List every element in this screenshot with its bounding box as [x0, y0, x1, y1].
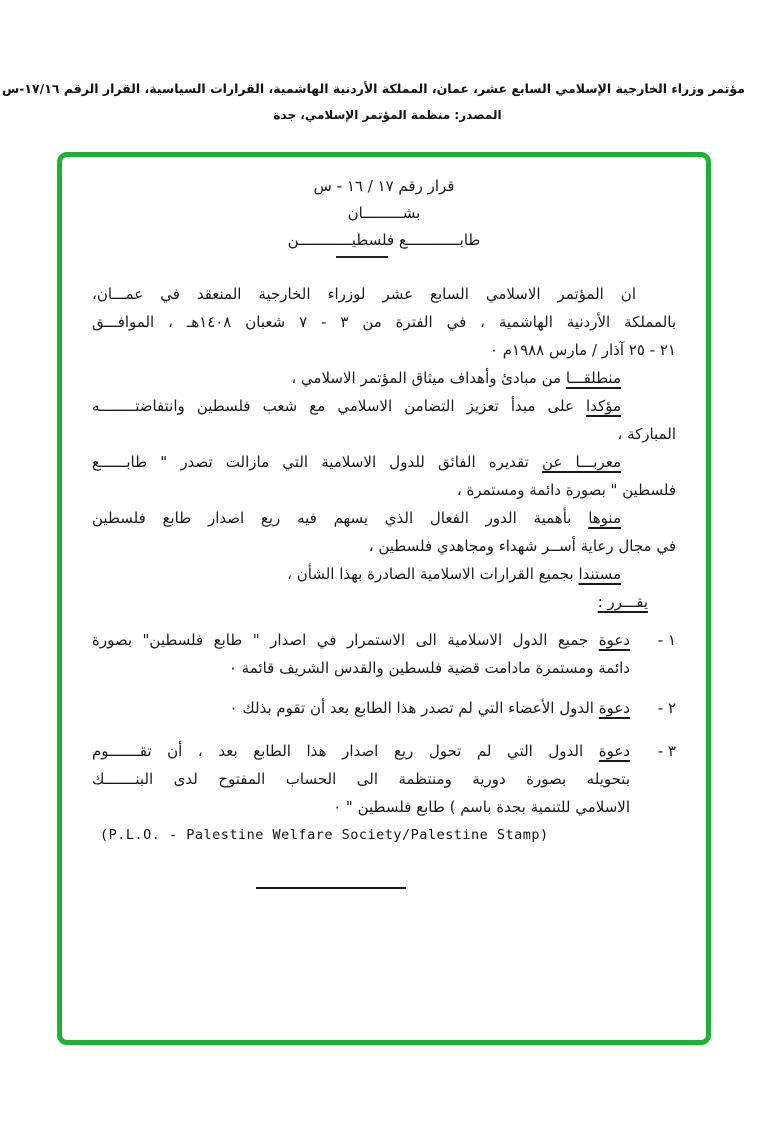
preamble-paragraph-4	[92, 448, 676, 504]
item-text	[92, 694, 630, 722]
item-text	[92, 737, 630, 821]
paragraph-text: بجميع القرارات الاسلامية الصادرة بهذا الشأن ،	[287, 565, 579, 583]
title-regarding-line: بشـــــــــان	[347, 204, 421, 222]
header-line-1-text: مؤتمر وزراء الخارجية الإسلامي السابع عشر، عمان، المملكة الأردنية الهاشمية، القرارات السياسية، القرار الرقم	[59, 81, 745, 96]
title-underline-mark	[336, 256, 388, 258]
item-line: بتحويله بصورة دورية ومنتظمة الى الحساب المفتوح لدى البنـــــــك	[92, 770, 630, 788]
lead-word: معربـــا عن	[541, 453, 621, 471]
closing-rule	[256, 887, 406, 889]
item-line	[92, 793, 630, 821]
decides-word: يقـــرر :	[597, 593, 648, 611]
item-text	[92, 626, 630, 682]
lead-word: دعوة	[598, 742, 630, 760]
paragraph-line: المباركة ،	[617, 425, 676, 443]
resolution-title	[92, 173, 676, 258]
paragraph-line: بالمملكة الأردنية الهاشمية ، في الفترة من ٣ - ٧ شعبان ١٤٠٨هـ ، الموافـــق	[92, 313, 677, 331]
item-body: طابع فلسطين " ٠	[333, 798, 450, 816]
title-line-1-text: قرار رقم	[393, 177, 455, 195]
header-line-1-suffix: -س	[1, 81, 25, 96]
item-line	[92, 737, 630, 765]
lead-word: دعوة	[598, 631, 630, 649]
title-resolution-number-line	[92, 173, 676, 200]
source-line: المصدر: منظمة المؤتمر الإسلامي، جدة	[273, 108, 502, 122]
item-body: جميع الدول الاسلامية الى الاستمرار في اصدار " طابع فلسطين" بصورة	[92, 631, 599, 649]
item-line: دائمة ومستمرة مادامت قضية فلسطين والقدس الشريف قائمة ٠	[228, 659, 630, 677]
preamble-paragraph-5	[92, 504, 676, 560]
lead-word: مستندا	[578, 565, 621, 583]
paragraph-text: بأهمية الدور الفعال الذي يسهم فيه ريع اصدار طابع فلسطين	[92, 509, 589, 527]
preamble-paragraph-1	[92, 280, 676, 364]
paragraph-line	[92, 392, 676, 420]
item-number: ٣ -	[657, 742, 676, 760]
paragraph-line: ان المؤتمر الاسلامي السابع عشر لوزراء الخارجية المنعقد في عمـــان،	[92, 285, 636, 303]
paragraph-line: في مجال رعاية أســر شهداء ومجاهدي فلسطين ،	[368, 537, 676, 555]
title-resolution-number: ١٧ / ١٦	[346, 177, 394, 195]
item-line	[92, 694, 630, 722]
resolution-item-3	[92, 737, 676, 821]
resolution-item-2	[92, 694, 676, 722]
header-line-1	[1, 81, 745, 96]
header-resolution-number: ١٧/١٦	[24, 81, 60, 96]
decides-heading	[92, 588, 676, 616]
paragraph-line	[92, 560, 676, 588]
lead-word: مؤكدا	[586, 397, 621, 415]
paragraph-text: تقديره الفائق للدول الاسلامية التي مازالت تصدر " طابــــــع	[92, 453, 542, 471]
paragraph-text: على مبدأ تعزيز التضامن الاسلامي مع شعب فلسطين وانتفاضتــــــــه	[92, 397, 587, 415]
resolution-item-1	[92, 626, 676, 682]
preamble-paragraph-6	[92, 560, 676, 588]
item-body: الدول الأعضاء التي لم تصدر هذا الطابع بعد أن تقوم بذلك ٠	[229, 699, 599, 717]
lead-word: منطلقـــا	[565, 369, 621, 387]
item-number: ١ -	[657, 631, 676, 649]
document-content	[62, 157, 706, 889]
paragraph-text: من مبادئ وأهداف ميثاق المؤتمر الاسلامي ،	[291, 369, 566, 387]
open-paren: (	[449, 798, 456, 816]
plo-english-note: (P.L.O. - Palestine Welfare Society/Palestine Stamp)	[100, 827, 549, 843]
lead-word: منوها	[588, 509, 621, 527]
paragraph-line: فلسطين " بصورة دائمة ومستمرة ،	[456, 481, 676, 499]
title-subject-line: طابــــــــــــع فلسطيــــــــــــن	[287, 231, 481, 249]
item-number: ٢ -	[657, 699, 676, 717]
item-body: الدول التي لم تحول ريع اصدار هذا الطابع بعد ، أن تقـــــــوم	[92, 742, 599, 760]
item-body: الاسلامي للتنمية بجدة باسم	[455, 798, 630, 816]
title-line-1-suffix: - س	[313, 177, 347, 195]
paragraph-line: ٢١ - ٢٥ آذار / مارس ١٩٨٨م ٠	[489, 341, 676, 359]
lead-word: دعوة	[598, 699, 630, 717]
document-border-box	[57, 152, 711, 1045]
preamble-paragraph-2	[92, 364, 676, 392]
paragraph-line	[92, 448, 676, 476]
paragraph-line	[92, 364, 676, 392]
item-line	[92, 626, 630, 654]
preamble-paragraph-3	[92, 392, 676, 448]
paragraph-line	[92, 504, 676, 532]
